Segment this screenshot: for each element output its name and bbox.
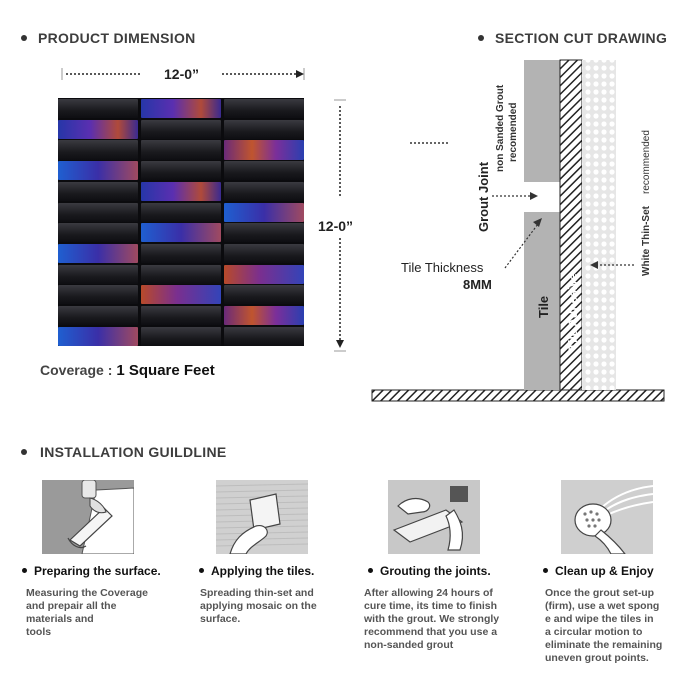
coverage-value: 1 Square Feet: [116, 362, 215, 379]
apply-tiles-illustration: [216, 480, 308, 554]
step-4-description: Once the grout set-up (firm), use a wet spong e and wipe the tiles in a circular motion to eliminate the remaining uneven grout points.: [545, 587, 663, 664]
grouting-illustration: [388, 480, 480, 554]
step-3-title: Grouting the joints.: [368, 564, 491, 578]
floor-base: [372, 390, 664, 401]
coverage-label: Coverage :: [40, 362, 113, 378]
clean-up-illustration: [561, 480, 653, 554]
product-dimension-heading: PRODUCT DIMENSION: [38, 30, 196, 46]
step-1-description: Measuring the Coverage and prepair all the materials and tools: [26, 587, 148, 638]
step-1-title: Preparing the surface.: [22, 564, 161, 578]
grout-note-line2: recomended: [508, 102, 519, 162]
width-label: 12-0”: [164, 66, 200, 82]
step-3-description: After allowing 24 hours of cure time, its time to finish with the grout. We strongly recommend that you use a non-sanded grout: [364, 587, 500, 651]
tile-thickness-label: Tile Thickness: [401, 260, 484, 275]
grout-note-line1: non Sanded Grout: [495, 84, 506, 172]
prepare-surface-illustration: [42, 480, 134, 554]
section-cut-heading: SECTION CUT DRAWING: [495, 30, 668, 46]
step-2-title: Applying the tiles.: [199, 564, 314, 578]
upper-tile: [524, 60, 560, 182]
thinset-note-label: recommended: [641, 130, 652, 194]
height-label: 12-0”: [318, 218, 354, 234]
step-4-title: Clean up & Enjoy: [543, 564, 654, 578]
tile-adhesive-label: Tile Adhesive: [566, 273, 580, 350]
grout-joint-label: Grout Joint: [476, 161, 491, 232]
thinset-layer: [582, 60, 616, 390]
step-2-description: Spreading thin-set and applying mosaic on the surface.: [200, 587, 317, 625]
tile-thickness-value: 8MM: [463, 277, 492, 292]
tile-label: Tile: [536, 295, 551, 318]
thinset-name-label: White Thin-Set: [641, 206, 652, 276]
section-bullet: [21, 449, 27, 455]
installation-heading: INSTALLATION GUILDLINE: [40, 444, 227, 460]
